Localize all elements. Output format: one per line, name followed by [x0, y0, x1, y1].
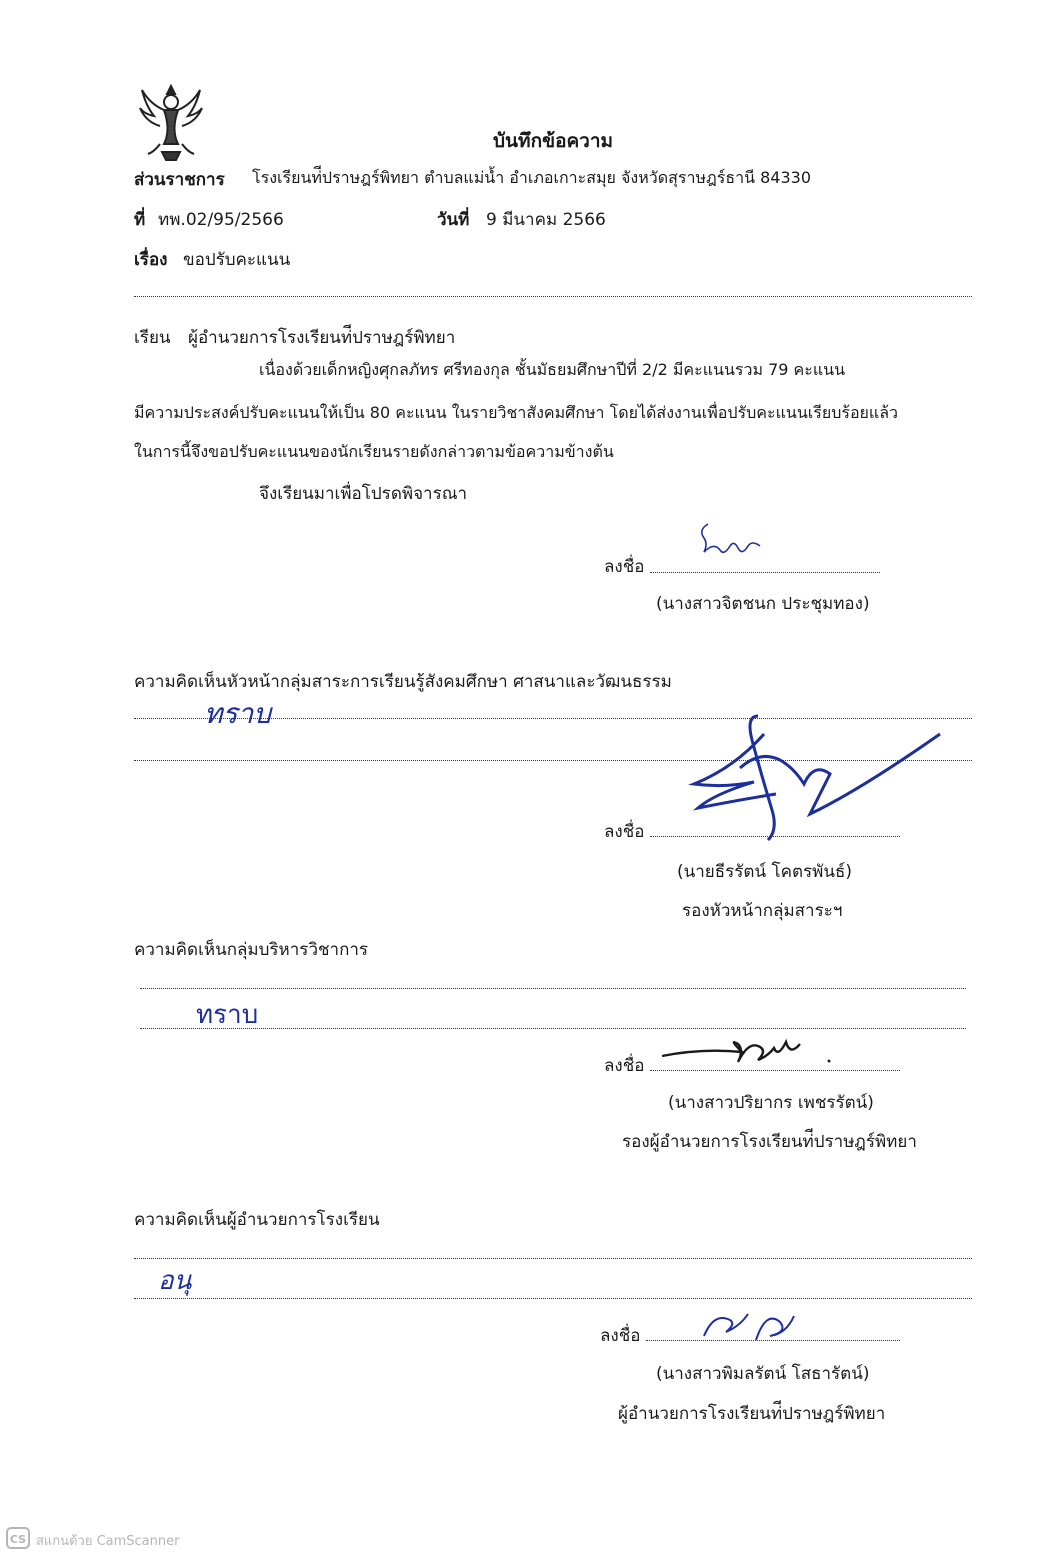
dept-opinion-label: ความคิดเห็นหัวหน้ากลุ่มสาระการเรียนรู้สังคมศึกษา ศาสนาและวัฒนธรรม: [134, 672, 672, 692]
body-line-1: เนื่องด้วยเด็กหญิงศุกลภัทร ศรีทองกุล ชั้นมัธยมศึกษาปีที่ 2/2 มีคะแนนรวม 79 คะแนน: [259, 360, 846, 379]
director-opinion-handwritten: อนุ: [158, 1266, 192, 1296]
dept-head-signature: [680, 704, 980, 846]
academic-position: รองผู้อำนวยการโรงเรียนท่ีปราษฎร์พิทยา: [622, 1132, 917, 1152]
academic-opinion-line-1: [140, 988, 966, 989]
teacher-sign-label: ลงชื่อ: [604, 557, 645, 577]
ref-value: ทพ.02/95/2566: [158, 210, 284, 230]
teacher-signature: [690, 518, 770, 570]
camscanner-logo: CS: [6, 1527, 30, 1549]
date-value: 9 มีนาคม 2566: [486, 210, 606, 230]
teacher-name: (นางสาวจิตชนก ประชุมทอง): [656, 594, 870, 614]
academic-sign-label: ลงชื่อ: [604, 1056, 645, 1076]
camscanner-watermark: สแกนด้วย CamScanner: [36, 1534, 180, 1549]
director-opinion-label: ความคิดเห็นผู้อำนวยการโรงเรียน: [134, 1210, 380, 1230]
director-name: (นางสาวพิมลรัตน์ โสธารัตน์): [656, 1364, 870, 1384]
director-position: ผู้อำนวยการโรงเรียนท่ีปราษฎร์พิทยา: [618, 1404, 886, 1424]
director-opinion-line-1: [134, 1258, 972, 1259]
academic-name: (นางสาวปริยากร เพชรรัตน์): [668, 1093, 874, 1113]
subject-label: เรื่อง: [134, 250, 168, 270]
garuda-emblem: [138, 82, 204, 162]
header-divider: [134, 296, 972, 297]
date-label: วันที่: [437, 210, 470, 230]
memo-title: บันทึกข้อความ: [493, 130, 614, 152]
dept-opinion-handwritten: ทราบ: [204, 697, 271, 730]
body-line-3: ในการนี้จึงขอปรับคะแนนของนักเรียนรายดังกล่าวตามข้อความข้างต้น: [134, 442, 614, 461]
academic-opinion-line-2: [140, 1028, 966, 1029]
body-closing: จึงเรียนมาเพื่อโปรดพิจารณา: [259, 484, 468, 504]
ref-label: ที่: [134, 210, 146, 230]
academic-opinion-handwritten: ทราบ: [196, 1000, 259, 1030]
dept-head-position: รองหัวหน้ากลุ่มสาระฯ: [682, 901, 843, 921]
subject-value: ขอปรับคะแนน: [183, 250, 291, 270]
agency-label: ส่วนราชการ: [134, 170, 225, 190]
teacher-sign-line: [650, 572, 880, 573]
body-line-2: มีความประสงค์ปรับคะแนนให้เป็น 80 คะแนน ในรายวิชาสังคมศึกษา โดยได้ส่งงานเพื่อปรับคะแนนเรียบร้อยแล้ว: [134, 403, 899, 422]
agency-value: โรงเรียนท่ีปราษฎร์พิทยา ตำบลแม่น้ำ อำเภอเกาะสมุย จังหวัดสุราษฎร์ธานี 84330: [252, 168, 812, 187]
dept-head-name: (นายธีรรัตน์ โคตรพันธ์): [677, 862, 852, 882]
director-opinion-line-2: [134, 1298, 972, 1299]
academic-signature: [660, 1036, 840, 1076]
to-label: เรียน: [134, 328, 171, 348]
director-signature: [700, 1306, 800, 1346]
director-sign-label: ลงชื่อ: [600, 1326, 641, 1346]
dept-sign-label: ลงชื่อ: [604, 822, 645, 842]
to-value: ผู้อำนวยการโรงเรียนท่ีปราษฎร์พิทยา: [188, 328, 456, 348]
academic-opinion-label: ความคิดเห็นกลุ่มบริหารวิชาการ: [134, 940, 369, 960]
